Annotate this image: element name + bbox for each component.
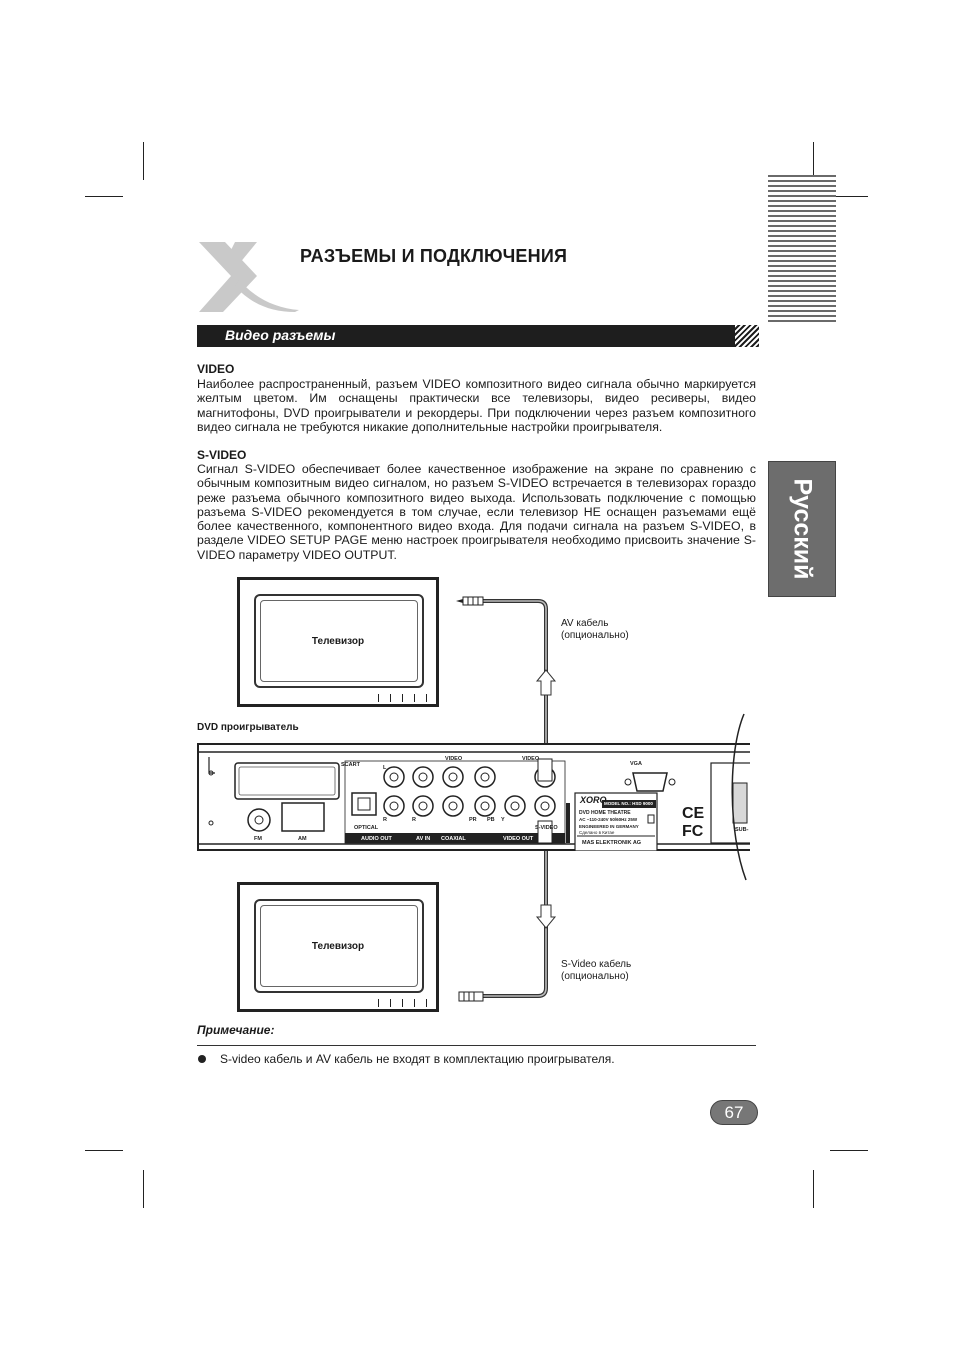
optical-label: OPTICAL [354,825,379,831]
s-video-jack-label: S-VIDEO [535,825,558,831]
svideo-cable-label: S-Video кабель (опционально) [561,959,632,982]
left-channel-label: L [383,765,387,771]
page-number: 67 [710,1100,758,1125]
tv-top-label: Телевизор [311,636,365,647]
coaxial-label: COAXIAL [441,836,466,842]
fm-label: FM [254,836,262,842]
video-label-top: VIDEO [445,756,463,762]
panel-drawing [197,743,757,851]
crop-mark [813,1170,814,1208]
video-label-right: VIDEO [522,756,540,762]
tv-buttons [378,999,428,1007]
tv-bottom [237,882,439,1012]
crop-mark [85,196,123,197]
made-in-text: Сделано в Китае [579,830,615,835]
fcc-mark-icon: FC [682,823,704,840]
scart-label: SCART [341,762,360,768]
tv-bottom-label: Телевизор [311,941,365,952]
video-paragraph: Наиболее распространенный, разъем VIDEO композитного видео сигнала обычно маркируется желтым цветом. Им оснащены практически все телевизоры, видео ресиверы, видео магнитофоны, DVD проигрыватели и рекордеры. При подключении через разъем композитного видео сигнала не требуются никакие дополнительные настройки проигрывателя. [197,377,756,434]
page-title: РАЗЪЕМЫ И ПОДКЛЮЧЕНИЯ [300,246,568,266]
svideo-paragraph: Сигнал S-VIDEO обеспечивает более качественное изображение на экране по сравнению с обычным композитным видео сигналом, но разъем S-VIDEO встречается в телевизорах гораздо реже разъема обычного композитного видео выхода. Использовать подключение с помощью разъема S-VIDEO рекомендуется в том случае, если телевизор НЕ оснащен разъемами ещё более качественного, компонентного видео входа. Для подачи сигнала на разъем S-VIDEO, в разделе VIDEO SETUP PAGE меню настроек проигрывателя необходимо присвоить значение S-VIDEO параметру VIDEO OUTPUT. [197,462,756,562]
xoro-brand-logo: XORO [580,795,607,805]
crop-mark [85,1150,123,1151]
av-cable-label: AV кабель (опционально) [561,618,629,641]
crop-mark [830,1150,868,1151]
note-text: S-video кабель и AV кабель не входят в комплектацию проигрывателя. [220,1052,615,1066]
tv-top [237,577,439,707]
xoro-x-logo-icon [195,240,305,315]
av-in-label: AV IN [416,836,431,842]
pr-label: PR [469,817,477,823]
company-name: MAS ELEKTRONIK AG [582,840,642,846]
decorative-stripes [768,175,836,325]
product-name: DVD HOME THEATRE [579,810,631,816]
crop-mark [143,142,144,180]
language-tab [768,461,836,597]
language-tab-label: Русский [788,478,817,580]
model-number: MODEL NO.: HSD 9000 [604,801,653,806]
right-channel-label: R [383,817,387,823]
dvd-player-label: DVD проигрыватель [197,722,299,733]
vga-label: VGA [630,761,642,767]
bullet-icon [198,1055,206,1063]
power-rating: AC ~110-240V 50/60Hz 25W [579,817,638,822]
am-label: AM [298,836,307,842]
section-bar-hatch [735,325,759,347]
crop-mark [143,1170,144,1208]
note-title: Примечание: [197,1023,275,1037]
video-heading: VIDEO [197,362,235,376]
dvd-rear-panel [197,743,757,851]
section-header [197,325,759,347]
y-label: Y [501,817,505,823]
video-out-label: VIDEO OUT [503,836,534,842]
engineered-text: ENGINEERED IN GERMANY [579,824,639,829]
section-title: Видео разъемы [225,327,336,343]
divider [197,1045,756,1046]
tv-buttons [378,694,428,702]
sub-label: SUB- [735,827,749,833]
audio-out-label: AUDIO OUT [361,836,392,842]
ce-mark-icon: CE [682,805,705,822]
svideo-heading: S-VIDEO [197,448,247,462]
pb-label: PB [487,817,495,823]
right-channel-label-2: R [412,817,416,823]
panel-break-curve [728,712,768,882]
